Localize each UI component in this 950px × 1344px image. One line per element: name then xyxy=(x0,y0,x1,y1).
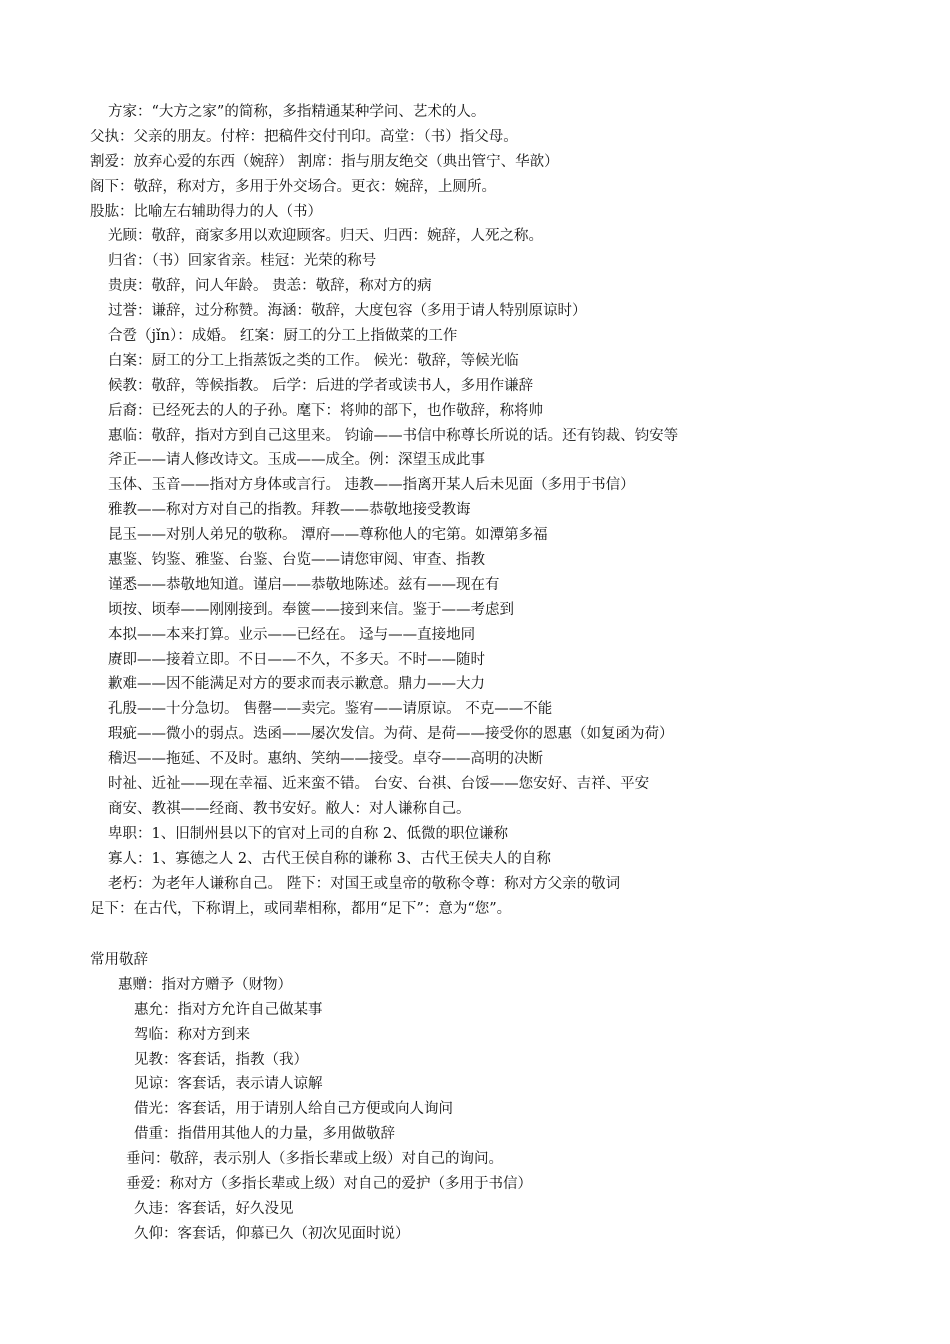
text-line: 父执：父亲的朋友。付梓：把稿件交付刊印。高堂：（书）指父母。 xyxy=(90,128,518,145)
text-line: 光顾：敬辞，商家多用以欢迎顾客。归天、归西：婉辞，人死之称。 xyxy=(108,228,543,245)
text-line: 见教：客套话，指教（我） xyxy=(134,1051,308,1068)
text-line: 候教：敬辞，等候指教。 后学：后进的学者或读书人，多用作谦辞 xyxy=(108,377,534,394)
text-line: 谨悉——恭敬地知道。谨启——恭敬地陈述。兹有——现在有 xyxy=(108,576,500,593)
text-line: 借光：客套话，用于请别人给自己方便或向人询问 xyxy=(134,1101,453,1118)
text-line: 阁下：敬辞，称对方，多用于外交场合。更衣：婉辞，上厕所。 xyxy=(90,178,496,195)
text-line: 惠赠：指对方赠予（财物） xyxy=(118,976,292,993)
text-line: 惠临：敬辞，指对方到自己这里来。 钧谕——书信中称尊长所说的话。还有钧裁、钧安等 xyxy=(108,427,679,444)
text-line: 久仰：客套话，仰慕已久（初次见面时说） xyxy=(134,1225,410,1242)
text-line: 歉难——因不能满足对方的要求而表示歉意。鼎力——大力 xyxy=(108,676,485,693)
text-line: 卑职：1、旧制州县以下的官对上司的自称 2、低微的职位谦称 xyxy=(108,825,509,842)
text-line: 雅教——称对方对自己的指教。拜教——恭敬地接受教诲 xyxy=(108,502,471,519)
text-line: 垂爱：称对方（多指长辈或上级）对自己的爱护（多用于书信） xyxy=(126,1176,532,1193)
text-line: 惠鉴、钧鉴、雅鉴、台鉴、台览——请您审阅、审查、指教 xyxy=(108,552,485,569)
text-line: 孔殷——十分急切。 售罄——卖完。鉴宥——请原谅。 不克——不能 xyxy=(108,701,553,718)
text-line: 时祉、近祉——现在幸福、近来蛮不错。 台安、台祺、台馁——您安好、吉祥、平安 xyxy=(108,776,650,793)
text-line: 过誉：谦辞，过分称赞。海涵：敬辞，大度包容（多用于请人特别原谅时） xyxy=(108,303,587,320)
text-line: 昆玉——对别人弟兄的敬称。 潭府——尊称他人的宅第。如潭第多福 xyxy=(108,527,548,544)
text-line: 瑕疵——微小的弱点。迭函——屡次发信。为荷、是荷——接受你的恩惠（如复函为荷） xyxy=(108,726,674,743)
text-line: 本拟——本来打算。业示——已经在。 迳与——直接地同 xyxy=(108,626,476,643)
text-line: 惠允：指对方允许自己做某事 xyxy=(134,1001,323,1018)
common-honorifics-section xyxy=(90,948,910,1247)
text-line: 后裔：已经死去的人的子孙。麾下：将帅的部下，也作敬辞，称将帅 xyxy=(108,402,543,419)
text-line: 稽迟——拖延、不及时。惠纳、笑纳——接受。卓夺——高明的决断 xyxy=(108,751,543,768)
text-line: 方家：“大方之家”的简称，多指精通某种学问、艺术的人。 xyxy=(108,104,486,120)
text-line: 股肱：比喻左右辅助得力的人（书） xyxy=(90,203,322,220)
text-line: 见谅：客套话，表示请人谅解 xyxy=(134,1076,323,1093)
text-line: 足下：在古代，下称谓上，或同辈相称，都用“足下”：意为“您”。 xyxy=(90,900,512,917)
text-line: 贵庚：敬辞，问人年龄。 贵恙：敬辞，称对方的病 xyxy=(108,278,432,295)
text-line: 割爱：放弃心爱的东西（婉辞） 割席：指与朋友绝交（典出管宁、华歆） xyxy=(90,153,559,170)
text-line: 驾临：称对方到来 xyxy=(134,1026,250,1043)
text-line: 久违：客套话，好久没见 xyxy=(134,1200,294,1217)
text-line: 寡人：1、寡德之人 2、古代王侯自称的谦称 3、古代王侯夫人的自称 xyxy=(108,850,551,867)
text-line: 赓即——接着立即。不日——不久，不多天。不时——随时 xyxy=(108,651,485,668)
text-line: 玉体、玉音——指对方身体或言行。 违教——指离开某人后未见面（多用于书信） xyxy=(108,477,635,494)
text-line: 归省：（书）回家省亲。桂冠：光荣的称号 xyxy=(108,253,377,270)
text-line: 垂问：敬辞，表示别人（多指长辈或上级）对自己的询问。 xyxy=(126,1151,503,1168)
section-heading: 常用敬辞 xyxy=(90,952,148,968)
text-line: 合卺（jǐn）：成婚。 红案：厨工的分工上指做菜的工作 xyxy=(108,328,458,345)
text-line: 老朽：为老年人谦称自己。 陛下：对国王或皇帝的敬称令尊：称对方父亲的敬词 xyxy=(108,875,621,892)
text-line: 借重：指借用其他人的力量，多用做敬辞 xyxy=(134,1126,395,1143)
text-line: 白案：厨工的分工上指蒸饭之类的工作。 候光：敬辞，等候光临 xyxy=(108,352,519,369)
text-line: 斧正——请人修改诗文。玉成——成全。例：深望玉成此事 xyxy=(108,452,485,469)
text-line: 顷按、顷奉——刚刚接到。奉篋——接到来信。鉴于——考虑到 xyxy=(108,601,514,618)
text-line: 商安、教祺——经商、教书安好。敝人：对人谦称自己。 xyxy=(108,800,471,817)
honorifics-list xyxy=(90,100,910,921)
